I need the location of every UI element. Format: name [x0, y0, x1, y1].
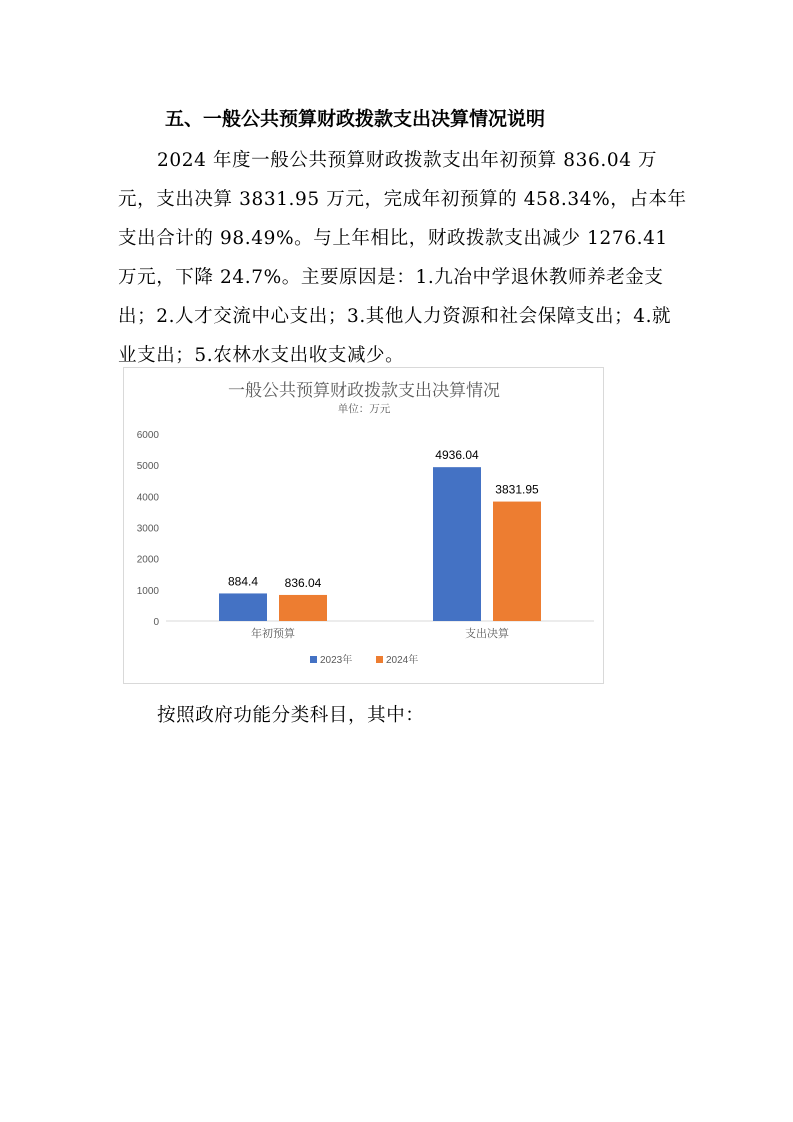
bar: [433, 467, 481, 621]
y-tick-label: 6000: [136, 430, 159, 441]
chart-svg: [124, 368, 603, 683]
x-tick-label: 年初预算: [251, 628, 295, 640]
bar: [493, 502, 541, 621]
y-tick-label: 0: [153, 617, 159, 628]
data-label: 836.04: [284, 575, 322, 590]
chart-subtitle: 单位：万元: [337, 403, 391, 415]
bar-layer: [219, 448, 541, 621]
budget-summary-paragraph: 2024 年度一般公共预算财政拨款支出年初预算 836.04 万元，支出决算 3831.95 万元，完成年初预算的 458.34%，占本年支出合计的 98.49%。与上年相比，财政拨款支出减少 1276.41 万元，下降 24.7%。主要原因是：1.九冶中学退休教师养老金支出；2.人才交流中心支出；3.其他人力资源和社会保障支出；4.就业支出；5.农林水支出收支减少。: [118, 150, 687, 366]
legend-swatch: [376, 656, 383, 663]
classification-paragraph: 按照政府功能分类科目，其中：: [157, 705, 425, 726]
legend: [310, 653, 418, 666]
x-tick-label: 支出决算: [465, 628, 509, 640]
data-label: 3831.95: [495, 482, 539, 497]
y-tick-label: 4000: [136, 492, 159, 504]
chart-title: 一般公共预算财政拨款支出决算情况: [228, 381, 500, 400]
legend-label: 2024年: [386, 655, 419, 666]
y-tick-label: 3000: [136, 523, 159, 535]
data-label: 884.4: [227, 574, 259, 589]
legend-label: 2023年: [320, 655, 353, 666]
data-label: 4936.04: [435, 448, 479, 463]
y-tick-label: 5000: [136, 461, 159, 473]
section-heading: 五、一般公共预算财政拨款支出决算情况说明: [165, 108, 546, 130]
expenditure-bar-chart: [123, 367, 604, 684]
y-tick-label: 1000: [136, 585, 159, 597]
legend-swatch: [310, 656, 317, 663]
bar: [219, 593, 267, 621]
y-tick-label: 2000: [136, 554, 159, 566]
bar: [279, 595, 327, 621]
